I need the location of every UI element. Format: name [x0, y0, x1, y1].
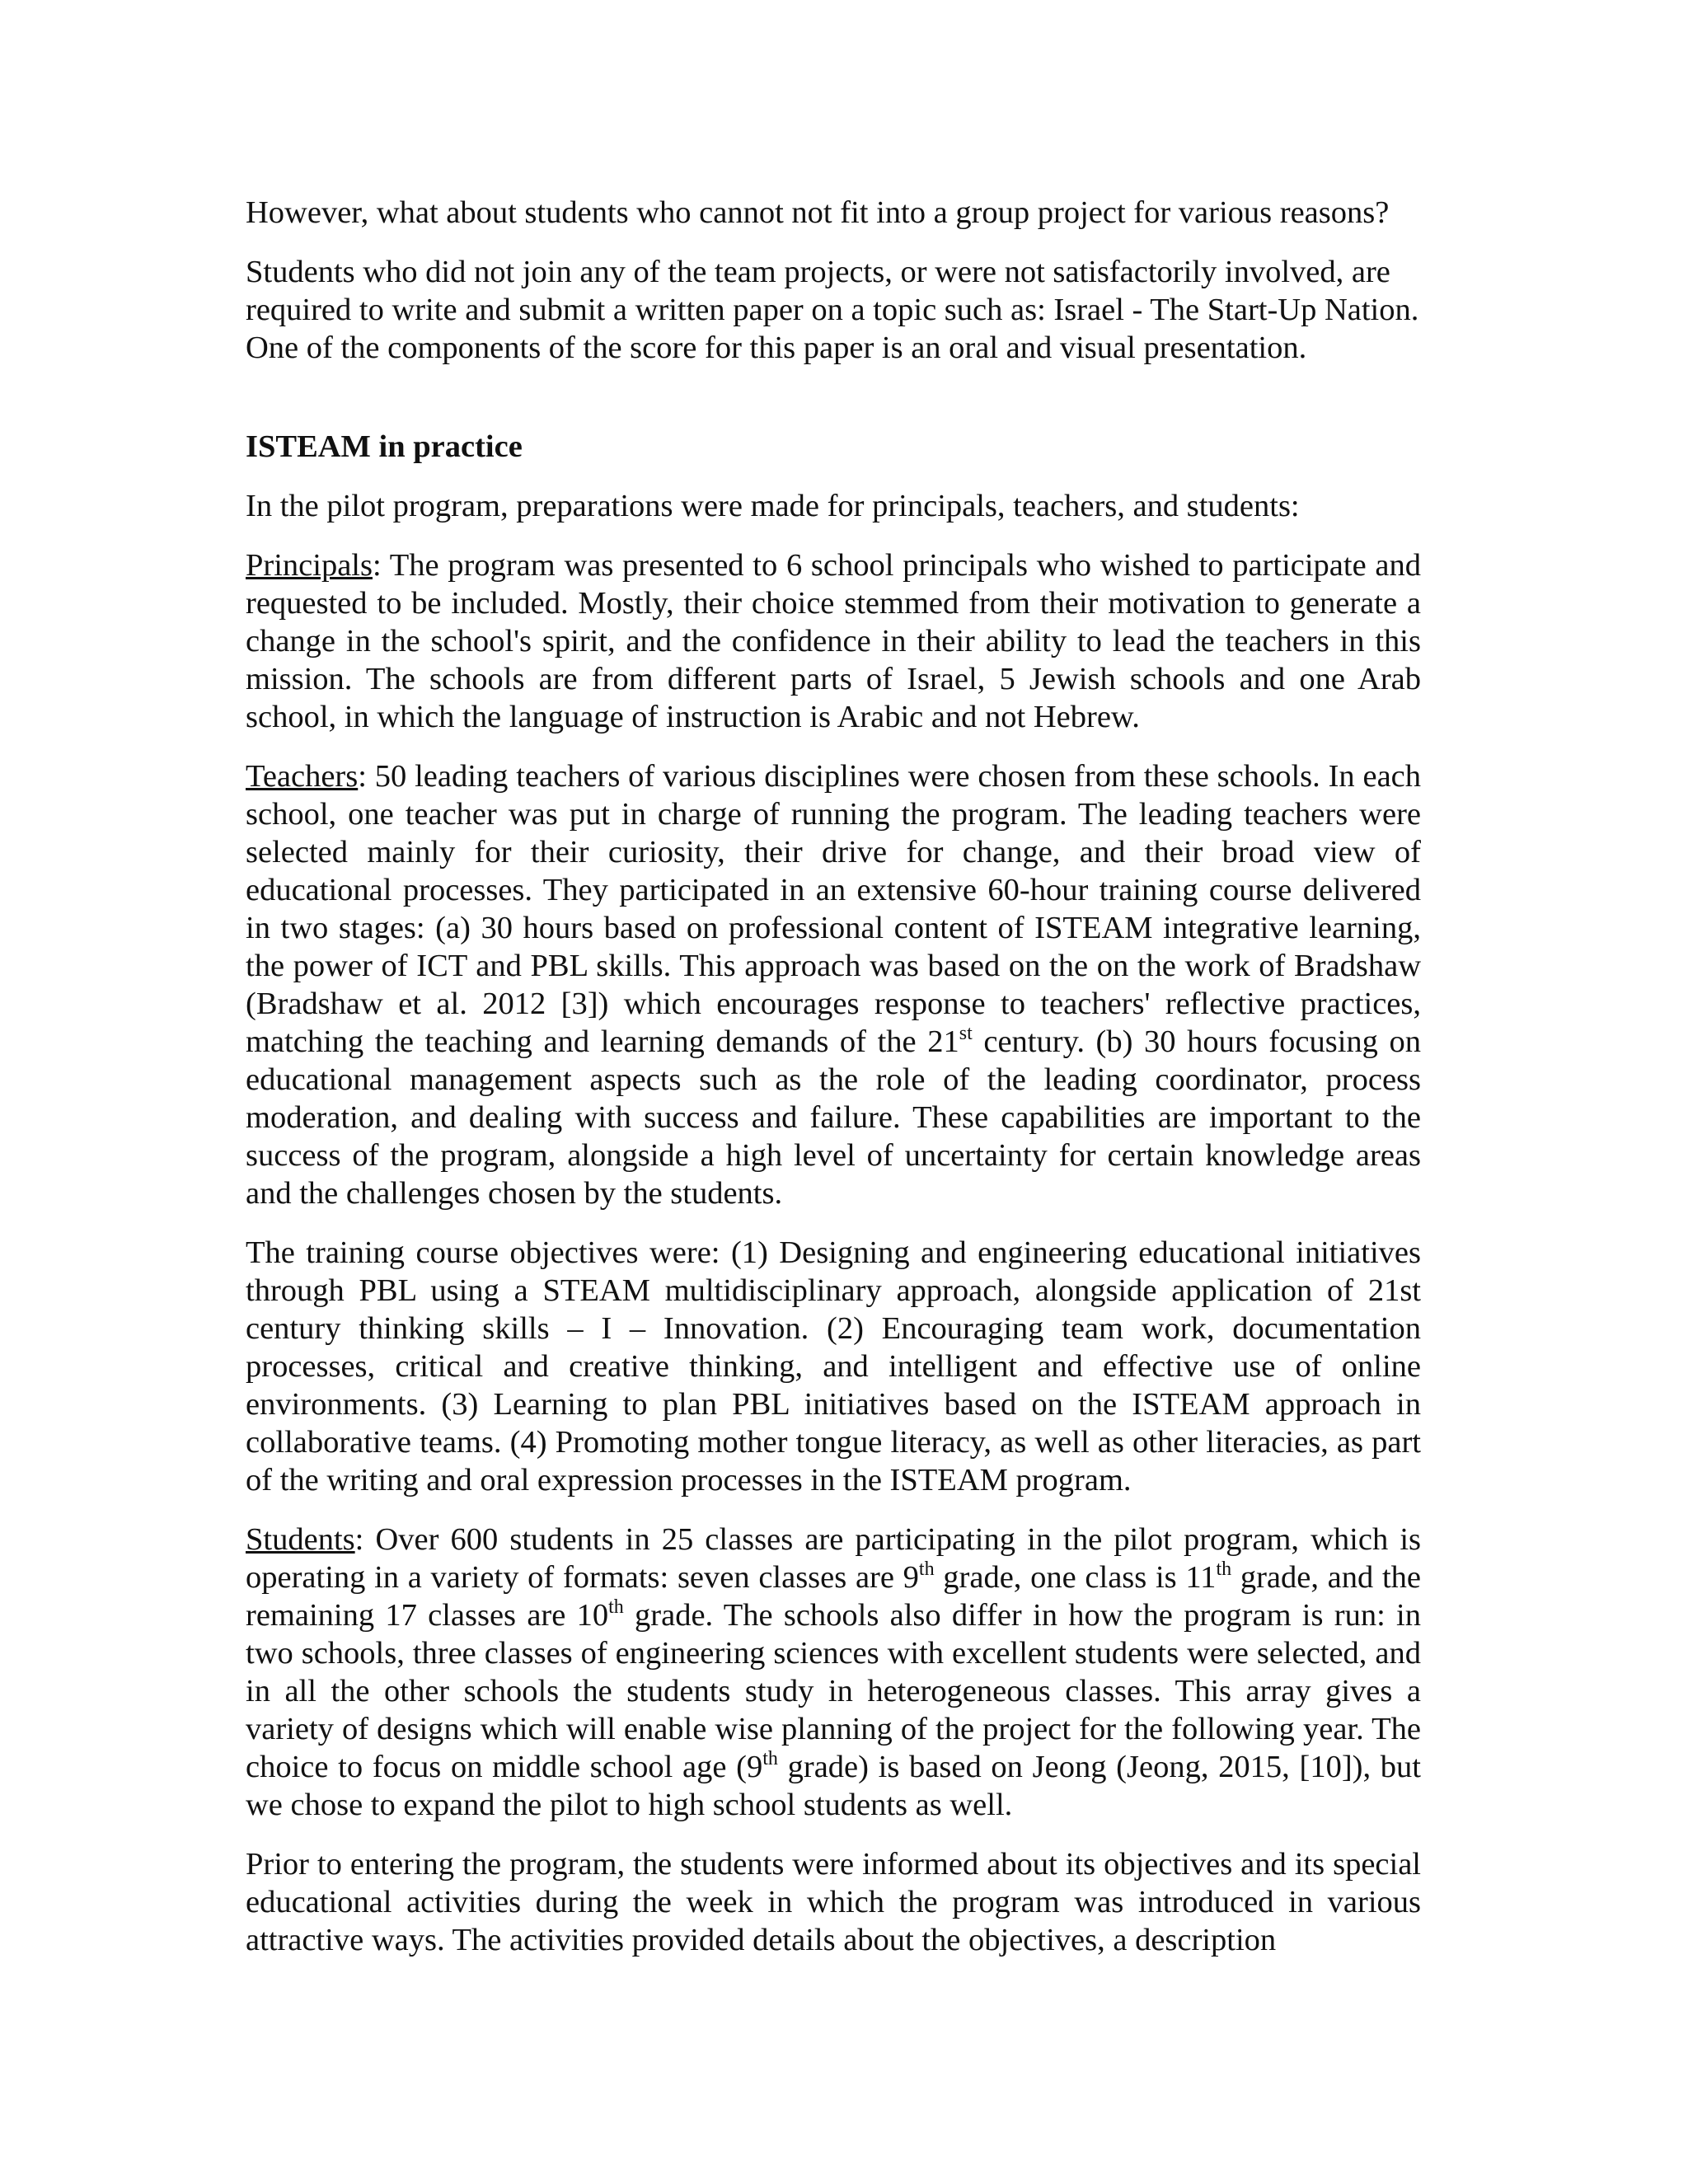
teachers-text-1: : 50 leading teachers of various disciplines were chosen from these schools. In each school, one teacher was put in charge of running the program. The leading teachers were selected mainly for their curiosity, their drive for change, and their broad view of educational processes. They participated in an extensive 60-hour training course delivered in two stages: (a) 30 hours based on professional content of ISTEAM integrative learning, the power of ICT and PBL skills. This approach was based on the on the work of Bradshaw (Bradshaw et al. 2012 [3]) which encourages response to teachers' reflective practices, matching the teaching and learning demands of the 21 [246, 759, 1421, 1059]
students-text-1: : Over 600 students in 25 classes are participating in the pilot program, which is operating in a variety of formats: seven classes are 9 [246, 1522, 1421, 1595]
students-paragraph [246, 1521, 1421, 1824]
principals-text: : The program was presented to 6 school principals who wished to participate and requested to be included. Mostly, their choice stemmed from their motivation to generate a change in the school's spirit, and the confidence in their ability to lead the teachers in this mission. The schools are from different parts of Israel, 5 Jewish schools and one Arab school, in which the language of instruction is Arabic and not Hebrew. [246, 548, 1421, 734]
students-superscript-2: th [1216, 1558, 1232, 1580]
teachers-paragraph [246, 757, 1421, 1212]
students-superscript-1: th [918, 1558, 935, 1580]
intro-question: However, what about students who cannot not fit into a group project for various reasons? [246, 195, 1390, 230]
teachers-label: Teachers [246, 759, 359, 794]
objectives-paragraph: The training course objectives were: (1) Designing and engineering educational initiatives through PBL using a STEAM multidisciplinary approach, alongside application of 21st century thinking skills – I – Innovation. (2) Encouraging team work, documentation processes, critical and creative thinking, and intelligent and effective use of online environments. (3) Learning to plan PBL initiatives based on the ISTEAM approach in collaborative teams. (4) Promoting mother tongue literacy, as well as other literacies, as part of the writing and oral expression processes in the ISTEAM program. [246, 1235, 1421, 1497]
document-page [246, 194, 1421, 1980]
principals-label: Principals [246, 548, 373, 583]
section-intro: In the pilot program, preparations were made for principals, teachers, and students: [246, 489, 1300, 523]
prior-paragraph: Prior to entering the program, the students were informed about its objectives and its special educational activities during the week in which the program was introduced in various attractive ways. The activities provided details about the objectives, a description [246, 1847, 1421, 1957]
teachers-text-2: century. (b) 30 hours focusing on educational management aspects such as the role of the leading coordinator, process moderation, and dealing with success and failure. These capabilities are important to the success of the program, alongside a high level of uncertainty for certain knowledge areas and the challenges chosen by the students. [246, 1024, 1421, 1211]
students-label: Students [246, 1522, 355, 1557]
students-text-2: grade, one class is 11 [934, 1560, 1217, 1595]
intro-paper-requirement: Students who did not join any of the team projects, or were not satisfactorily involved, are required to write and submit a written paper on a topic such as: Israel - The Start-Up Nation. One of the components of the score for this paper is an oral and visual presentation. [246, 255, 1419, 365]
students-superscript-3: th [608, 1596, 624, 1618]
students-superscript-4: th [762, 1748, 778, 1769]
principals-paragraph [246, 546, 1421, 736]
students-text-4: grade. The schools also differ in how the program is run: in two schools, three classes of engineering sciences with excellent students were selected, and in all the other schools the students study in heterogeneous classes. This array gives a variety of designs which will enable wise planning of the project for the following year. The choice to focus on middle school age (9 [246, 1598, 1421, 1784]
students-text-5: grade) is based on Jeong (Jeong, 2015, [10]), but we chose to expand the pilot to high school students as well. [246, 1750, 1421, 1822]
teachers-superscript-1: st [959, 1023, 973, 1044]
section-heading: ISTEAM in practice [246, 429, 523, 464]
students-text-3: grade, and the remaining 17 classes are 10 [246, 1560, 1421, 1633]
